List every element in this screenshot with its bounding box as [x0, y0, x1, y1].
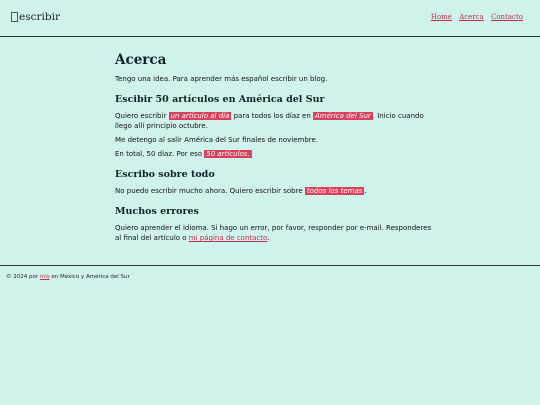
site-header — [0, 0, 540, 37]
text-span: Quiero aprender el idioma. Si hago un error, por favor, responder por e-mail. Responderes al final del artículo o — [115, 224, 432, 242]
articles-paragraph-2: Me detengo al salir América del Sur finales de noviembre. — [115, 136, 319, 144]
text-span: . Inicio cuando llego allí principio octubre. — [115, 112, 424, 130]
footer-text: en México y América del Sur — [49, 274, 130, 280]
contact-page-link[interactable]: mi página de contacto — [188, 234, 268, 242]
topics-paragraph — [115, 186, 435, 196]
site-footer — [6, 274, 130, 280]
nav-home-link[interactable]: Home — [430, 13, 452, 21]
errors-paragraph — [115, 223, 435, 243]
nav-acerca-link[interactable]: Acerca — [459, 13, 484, 21]
footer-text: © 2024 por — [6, 274, 40, 280]
main-nav — [426, 13, 523, 21]
footer-divider — [0, 265, 540, 266]
site-logo[interactable] — [11, 11, 60, 23]
text-span: Quiero escribir — [115, 112, 169, 120]
highlight-topics: todos los temas — [306, 187, 363, 195]
text-span: para todos los díaz en — [231, 112, 314, 120]
articles-paragraph-1 — [115, 111, 435, 131]
text-span: No puedo escribir mucho ahora. Quiero escribir sobre — [115, 187, 305, 195]
broken-image-icon — [11, 12, 18, 22]
page-title: Acerca — [115, 52, 167, 68]
footer-author-link[interactable]: mis — [39, 274, 50, 280]
main-content — [115, 52, 435, 247]
text-span: . — [364, 187, 367, 195]
text-span: En total, 50 díaz. Por eso — [115, 150, 205, 158]
highlight-south-america: América del Sur — [315, 112, 371, 120]
section-heading-topics: Escribo sobre todo — [115, 169, 215, 180]
logo-text: escribir — [19, 11, 60, 23]
articles-paragraph-3 — [115, 149, 435, 159]
highlight-fifty: 50 artículos. — [206, 150, 250, 158]
intro-paragraph: Tengo una idea. Para aprender más español escribir un blog. — [115, 75, 328, 83]
section-heading-articles: Escibir 50 artículos en América del Sur — [115, 94, 325, 105]
section-heading-errors: Muchos errores — [115, 206, 199, 217]
nav-contacto-link[interactable]: Contacto — [490, 13, 523, 21]
text-span: . — [267, 234, 270, 242]
highlight-daily: un artículo al día — [170, 112, 230, 120]
